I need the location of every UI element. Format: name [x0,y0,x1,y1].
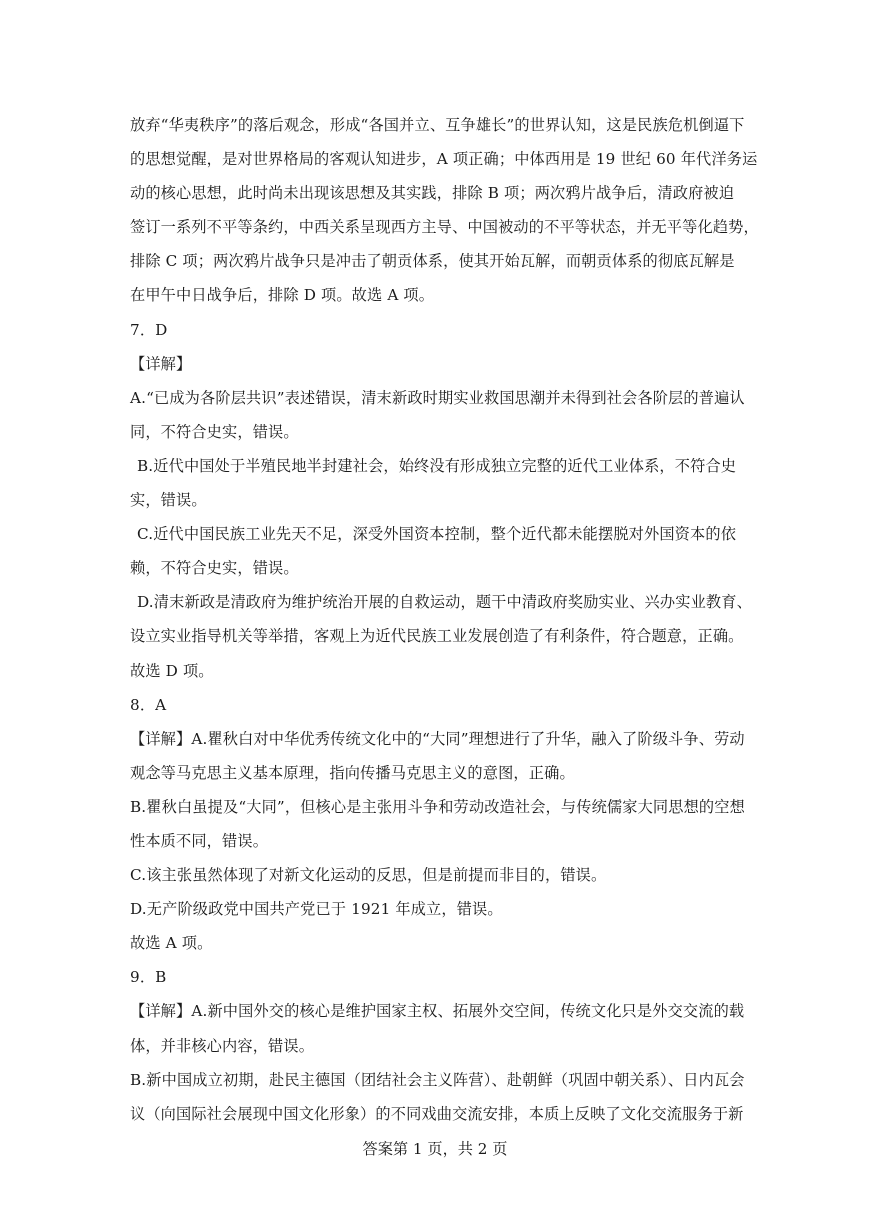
text-line: C.近代中国民族工业先天不足，深受外国资本控制，整个近代都未能摆脱对外国资本的依 [137,525,737,544]
text-line: 赖，不符合史实，错误。 [130,559,299,578]
text-line: 在甲午中日战争后，排除 D 项。故选 A 项。 [130,286,435,305]
text-line: B.瞿秋白虽提及“大同”，但核心是主张用斗争和劳动改造社会，与传统儒家大同思想的空想 [130,797,745,816]
detail-heading: 【详解】 [130,354,192,373]
text-line: 同，不符合史实，错误。 [130,422,299,441]
text-line: 设立实业指导机关等举措，客观上为近代民族工业发展创造了有利条件，符合题意，正确。 [130,627,744,646]
text-line: 排除 C 项；两次鸦片战争只是冲击了朝贡体系，使其开始瓦解，而朝贡体系的彻底瓦解是 [130,252,735,271]
question-number: 7．D [130,320,168,339]
text-line: 签订一系列不平等条约，中西关系呈现西方主导、中国被动的不平等状态，并无平等化趋势， [130,218,759,237]
text-line: 【详解】A.新中国外交的核心是维护国家主权、拓展外交空间，传统文化只是外交交流的载 [130,1002,745,1021]
question-number: 9．B [130,968,167,987]
text-line: 故选 A 项。 [130,934,213,953]
text-line: B.近代中国处于半殖民地半封建社会，始终没有形成独立完整的近代工业体系，不符合史 [137,456,737,475]
text-line: B.新中国成立初期，赴民主德国（团结社会主义阵营）、赴朝鲜（巩固中朝关系）、日内瓦会 [130,1070,745,1089]
text-line: 动的核心思想，此时尚未出现该思想及其实践，排除 B 项；两次鸦片战争后，清政府被迫 [130,184,735,203]
text-line: 【详解】A.瞿秋白对中华优秀传统文化中的“大同”理想进行了升华，融入了阶级斗争、劳动 [130,729,745,748]
answer-text-body [130,108,759,1131]
text-line: 议（向国际社会展现中国文化形象）的不同戏曲交流安排，本质上反映了文化交流服务于新 [130,1104,744,1123]
text-line: 体，并非核心内容，错误。 [130,1036,315,1055]
text-line: 性本质不同，错误。 [130,831,269,850]
text-line: 实，错误。 [130,491,207,510]
text-line: 放弃“华夷秩序”的落后观念，形成“各国并立、互争雄长”的世界认知，这是民族危机倒逼下 [130,116,745,134]
text-line: D.清末新政是清政府为维护统治开展的自救运动，题干中清政府奖励实业、兴办实业教育、 [137,593,752,612]
text-line: 观念等马克思主义基本原理，指向传播马克思主义的意图，正确。 [130,763,575,782]
text-line: C.该主张虽然体现了对新文化运动的反思，但是前提而非目的，错误。 [130,866,607,885]
text-line: D.无产阶级政党中国共产党已于 1921 年成立，错误。 [130,900,503,919]
text-line: A.“已成为各阶层共识”表述错误，清末新政时期实业救国思潮并未得到社会各阶层的普遍认 [130,388,745,407]
page-footer: 答案第 1 页，共 2 页 [362,1140,508,1158]
text-line: 故选 D 项。 [130,661,214,680]
text-line: 的思想觉醒，是对世界格局的客观认知进步，A 项正确；中体西用是 19 世纪 60 年代洋务运 [130,150,758,169]
question-number: 8．A [130,695,167,714]
